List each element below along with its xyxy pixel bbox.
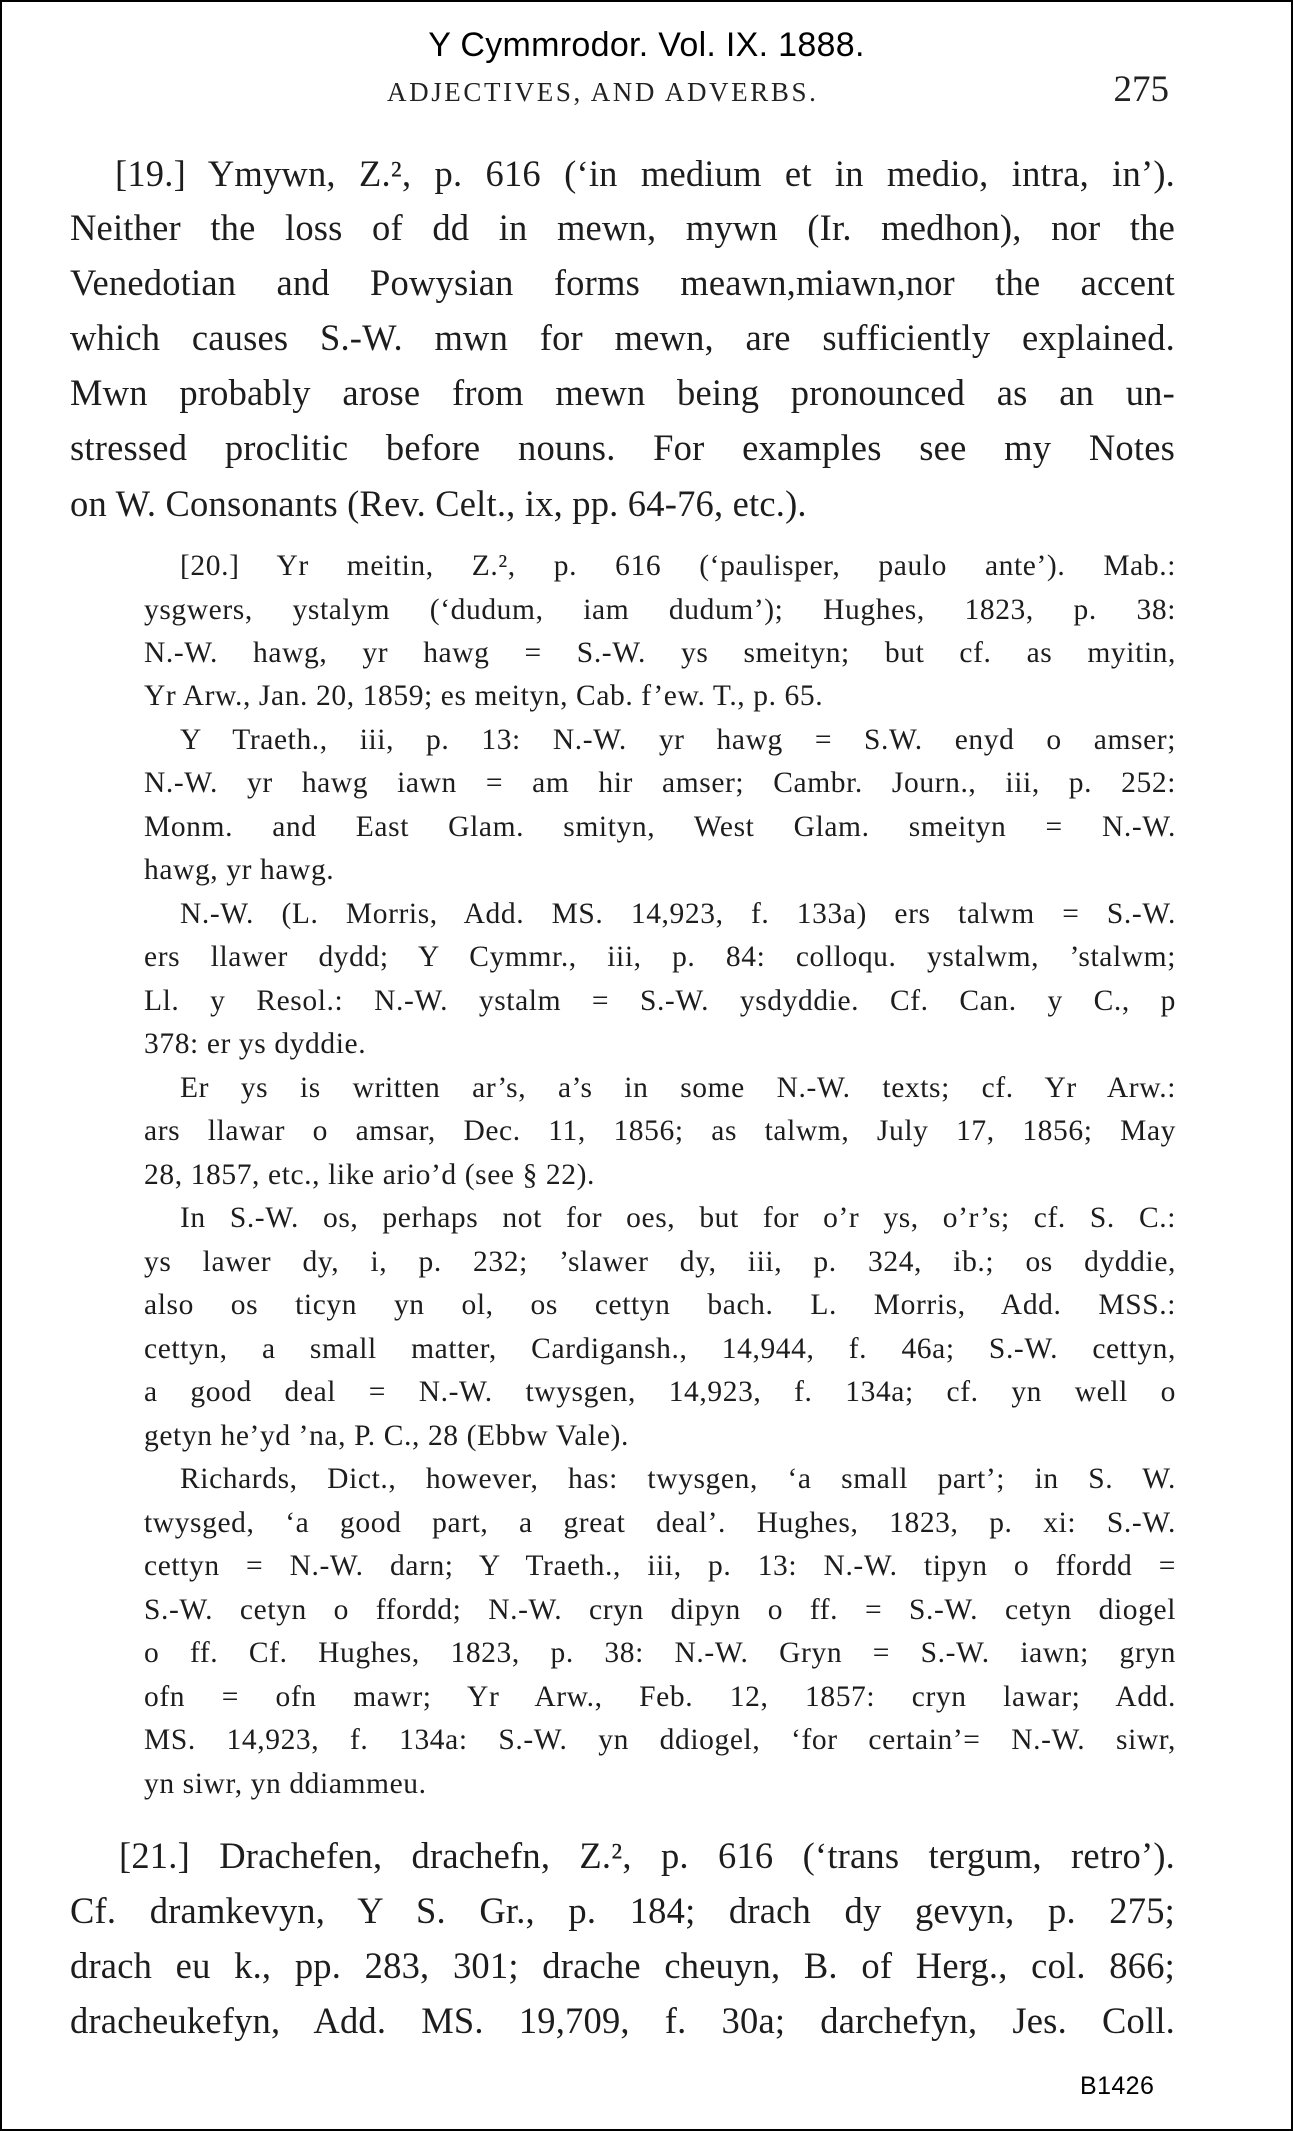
catalog-tag: B1426 <box>1080 2072 1155 2100</box>
text-line: S.-W. cetyn o ffordd; N.-W. cryn dipyn o ff. = S.-W. cetyn diogel <box>144 1594 1176 1626</box>
text-line: Cf. dramkevyn, Y S. Gr., p. 184; drach dy gevyn, p. 275; <box>70 1890 1175 1931</box>
page-number: 275 <box>1113 69 1169 110</box>
text-line: Ll. y Resol.: N.-W. ystalm = S.-W. ysdyddie. Cf. Can. y C., p <box>144 985 1176 1017</box>
text-line: In S.-W. os, perhaps not for oes, but for o’r ys, o’r’s; cf. S. C.: <box>180 1202 1176 1234</box>
text-line: ars llawar o amsar, Dec. 11, 1856; as talwm, July 17, 1856; May <box>144 1115 1176 1147</box>
text-line: o ff. Cf. Hughes, 1823, p. 38: N.-W. Gryn = S.-W. iawn; gryn <box>144 1637 1176 1669</box>
text-line: a good deal = N.-W. twysgen, 14,923, f. 134a; cf. yn well o <box>144 1376 1176 1408</box>
text-line: Richards, Dict., however, has: twysgen, ‘a small part’; in S. W. <box>180 1463 1176 1495</box>
text-line: Yr Arw., Jan. 20, 1859; es meityn, Cab. f’ew. T., p. 65. <box>144 680 824 712</box>
text-line: ys lawer dy, i, p. 232; ’slawer dy, iii, p. 324, ib.; os dyddie, <box>144 1246 1176 1278</box>
text-line: N.-W. hawg, yr hawg = S.-W. ys smeityn; but cf. as myitin, <box>144 637 1176 669</box>
text-line: MS. 14,923, f. 134a: S.-W. yn ddiogel, ‘for certain’= N.-W. siwr, <box>144 1724 1176 1756</box>
text-line: Venedotian and Powysian forms meawn,miawn,nor the accent <box>70 262 1175 303</box>
text-line: yn siwr, yn ddiammeu. <box>144 1768 427 1800</box>
text-line: hawg, yr hawg. <box>144 854 335 886</box>
text-line: 28, 1857, etc., like ario’d (see § 22). <box>144 1159 596 1191</box>
running-head: ADJECTIVES, AND ADVERBS. <box>387 77 819 107</box>
text-line: ofn = ofn mawr; Yr Arw., Feb. 12, 1857: cryn lawar; Add. <box>144 1681 1176 1713</box>
text-line: [21.] Drachefen, drachefn, Z.², p. 616 (‘trans tergum, retro’). <box>119 1835 1175 1876</box>
text-line: Y Traeth., iii, p. 13: N.-W. yr hawg = S.W. enyd o amser; <box>180 724 1176 756</box>
text-line: Mwn probably arose from mewn being pronounced as an un- <box>70 372 1175 413</box>
text-line: 378: er ys dyddie. <box>144 1028 367 1060</box>
text-line: cettyn, a small matter, Cardigansh., 14,944, f. 46a; S.-W. cettyn, <box>144 1333 1176 1365</box>
text-line: Er ys is written ar’s, a’s in some N.-W. texts; cf. Yr Arw.: <box>180 1072 1176 1104</box>
text-line: dracheukefyn, Add. MS. 19,709, f. 30a; darchefyn, Jes. Coll. <box>70 2000 1175 2041</box>
text-line: also os ticyn yn ol, os cettyn bach. L. Morris, Add. MSS.: <box>144 1289 1176 1321</box>
text-line: getyn he’yd ’na, P. C., 28 (Ebbw Vale). <box>144 1420 629 1452</box>
text-line: [20.] Yr meitin, Z.², p. 616 (‘paulisper, paulo ante’). Mab.: <box>180 550 1176 582</box>
text-line: ysgwers, ystalym (‘dudum, iam dudum’); Hughes, 1823, p. 38: <box>144 594 1176 626</box>
text-line: cettyn = N.-W. darn; Y Traeth., iii, p. 13: N.-W. tipyn o ffordd = <box>144 1550 1176 1582</box>
text-line: N.-W. yr hawg iawn = am hir amser; Cambr. Journ., iii, p. 252: <box>144 767 1176 799</box>
text-line: [19.] Ymywn, Z.², p. 616 (‘in medium et in medio, intra, in’). <box>115 153 1175 194</box>
text-line: on W. Consonants (Rev. Celt., ix, pp. 64-76, etc.). <box>70 483 807 524</box>
source-line: Y Cymmrodor. Vol. IX. 1888. <box>428 26 865 64</box>
text-line: N.-W. (L. Morris, Add. MS. 14,923, f. 133a) ers talwm = S.-W. <box>180 898 1176 930</box>
text-line: ers llawer dydd; Y Cymmr., iii, p. 84: colloqu. ystalwm, ’stalwm; <box>144 941 1176 973</box>
text-line: stressed proclitic before nouns. For examples see my Notes <box>70 427 1175 468</box>
text-line: Monm. and East Glam. smityn, West Glam. smeityn = N.-W. <box>144 811 1176 843</box>
text-line: Neither the loss of dd in mewn, mywn (Ir. medhon), nor the <box>70 207 1175 248</box>
text-line: drach eu k., pp. 283, 301; drache cheuyn, B. of Herg., col. 866; <box>70 1945 1175 1986</box>
text-line: twysged, ‘a good part, a great deal’. Hughes, 1823, p. xi: S.-W. <box>144 1507 1176 1539</box>
text-line: which causes S.-W. mwn for mewn, are sufficiently explained. <box>70 317 1175 358</box>
